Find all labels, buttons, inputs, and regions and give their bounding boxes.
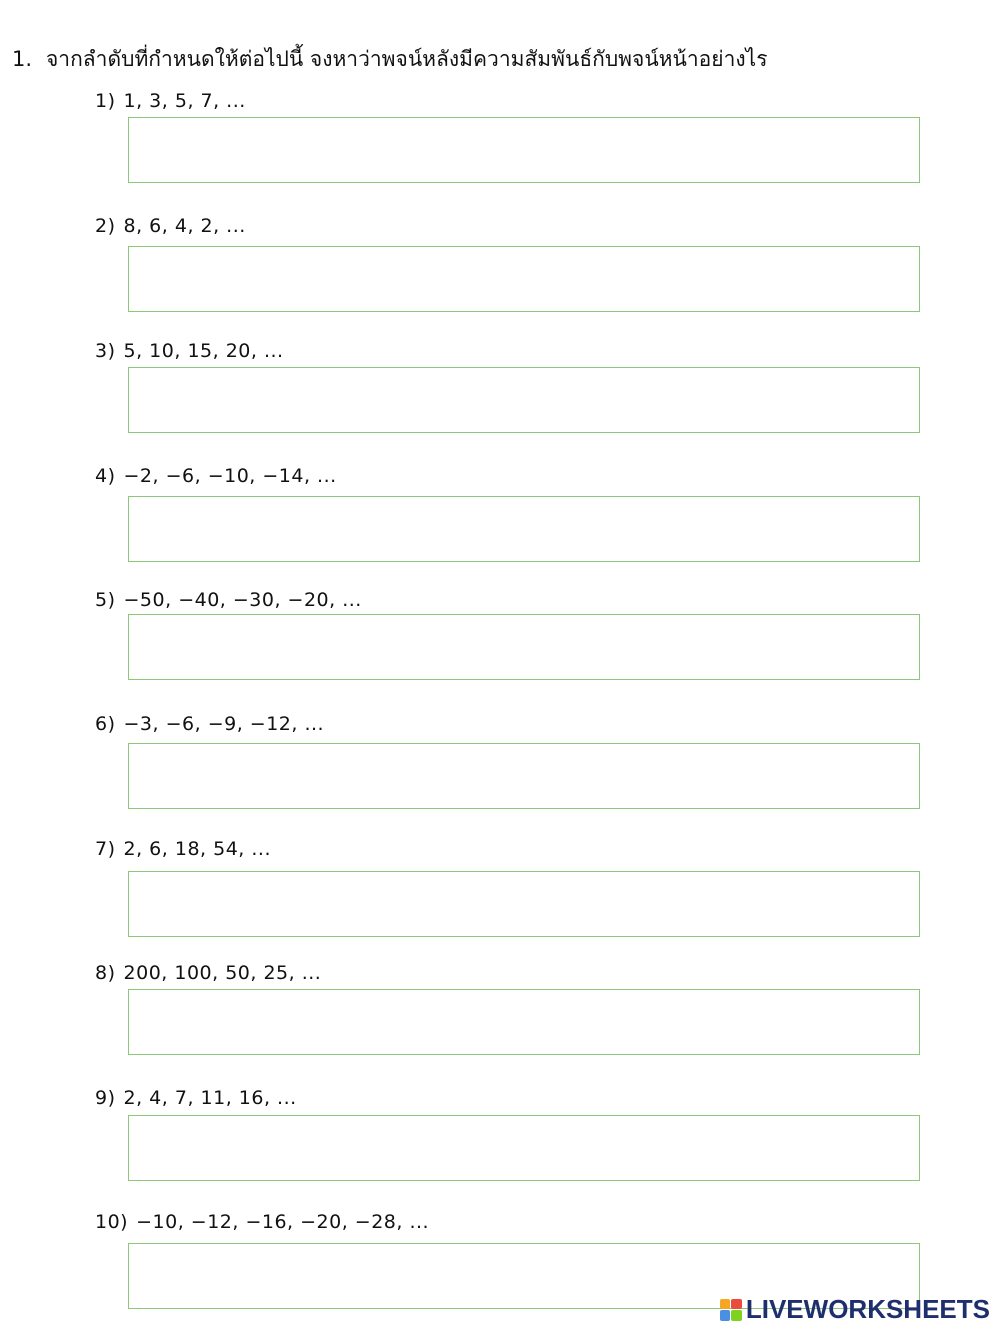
answer-box-4[interactable] <box>128 496 920 562</box>
question-number: 6) <box>95 713 116 735</box>
question-8 <box>95 960 321 986</box>
instruction-number: 1. <box>12 47 33 71</box>
question-6 <box>95 711 324 737</box>
question-sequence: −50, −40, −30, −20, ... <box>123 589 362 611</box>
answer-box-9[interactable] <box>128 1115 920 1181</box>
liveworksheets-watermark <box>720 1294 990 1325</box>
answer-box-7[interactable] <box>128 871 920 937</box>
question-10 <box>95 1209 429 1235</box>
question-number: 10) <box>95 1211 129 1233</box>
question-sequence: 200, 100, 50, 25, ... <box>123 962 322 984</box>
question-sequence: −10, −12, −16, −20, −28, ... <box>136 1211 430 1233</box>
question-7 <box>95 836 271 862</box>
question-9 <box>95 1085 297 1111</box>
answer-box-5[interactable] <box>128 614 920 680</box>
question-number: 5) <box>95 589 116 611</box>
question-sequence: −3, −6, −9, −12, ... <box>123 713 325 735</box>
question-number: 2) <box>95 215 116 237</box>
watermark-text: LIVEWORKSHEETS <box>745 1294 990 1324</box>
question-number: 4) <box>95 465 116 487</box>
question-number: 3) <box>95 340 116 362</box>
question-sequence: 2, 4, 7, 11, 16, ... <box>123 1087 297 1109</box>
answer-box-1[interactable] <box>128 117 920 183</box>
question-number: 7) <box>95 838 116 860</box>
instruction-heading <box>12 44 767 74</box>
question-sequence: 1, 3, 5, 7, ... <box>123 90 246 112</box>
question-number: 8) <box>95 962 116 984</box>
question-2 <box>95 213 246 239</box>
question-5 <box>95 587 362 613</box>
question-sequence: −2, −6, −10, −14, ... <box>123 465 337 487</box>
answer-box-6[interactable] <box>128 743 920 809</box>
question-3 <box>95 338 284 364</box>
question-number: 9) <box>95 1087 116 1109</box>
question-4 <box>95 463 337 489</box>
question-sequence: 5, 10, 15, 20, ... <box>123 340 284 362</box>
question-1 <box>95 88 246 114</box>
answer-box-3[interactable] <box>128 367 920 433</box>
answer-box-2[interactable] <box>128 246 920 312</box>
answer-box-8[interactable] <box>128 989 920 1055</box>
question-sequence: 2, 6, 18, 54, ... <box>123 838 271 860</box>
question-number: 1) <box>95 90 116 112</box>
question-sequence: 8, 6, 4, 2, ... <box>123 215 246 237</box>
instruction-text: จากลำดับที่กำหนดให้ต่อไปนี้ จงหาว่าพจน์หลังมีความสัมพันธ์กับพจน์หน้าอย่างไร <box>46 47 768 71</box>
liveworksheets-logo-icon <box>720 1299 742 1321</box>
